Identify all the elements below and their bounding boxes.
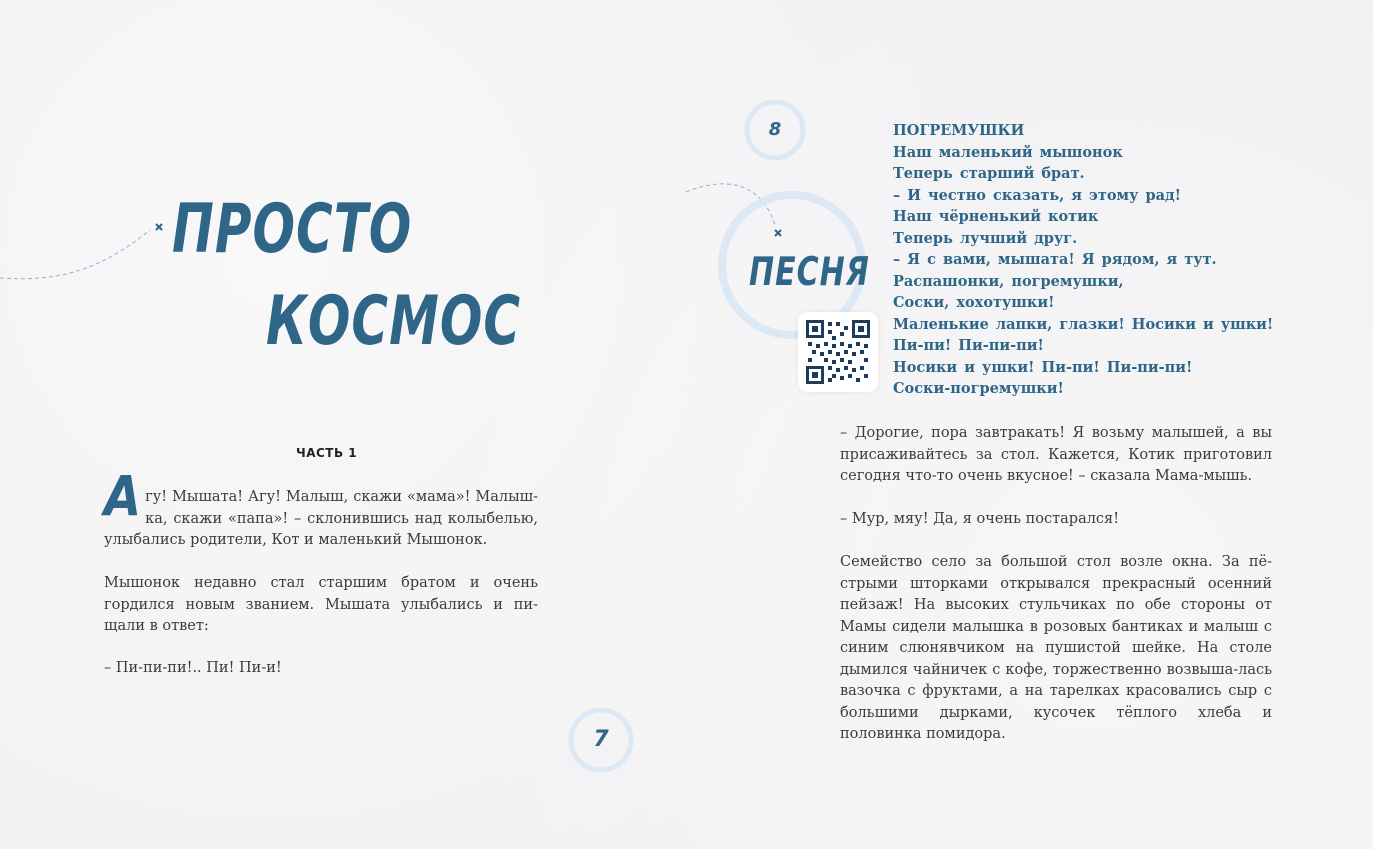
song-line: Теперь лучший друг. xyxy=(893,229,1078,247)
right-paragraph-1: – Дорогие, пора завтракать! Я возьму малышей, а вы присаживайтесь за стол. Кажется, Котик приготовил сегодня что-то очень вкусное! – сказала Мама-мышь. xyxy=(840,425,1272,484)
left-paragraph-1-text: гу! Мышата! Агу! Малыш, скажи «мама»! Малыш-ка, скажи «папа»! – склонившись над колыбелью, улыбались родители, Кот и маленький Мышонок. xyxy=(104,489,538,548)
song-line: Соски-погремушки! xyxy=(893,380,1064,397)
song-line: Наш маленький мышонок xyxy=(893,143,1123,161)
left-page-number-text: 7 xyxy=(593,727,609,752)
right-paragraph-3: Семейство село за большой стол возле окна. За пё-стрыми шторками открывался прекрасный осенний пейзаж! На высоких стульчиках по обе стороны от Мамы сидели малышка в розовых бантиках и малыш с синим слюнявчиком на пушистой шейке. На столе дымился чайничек с кофе, торжественно возвыша-лась вазочка с фруктами, а на тарелках красовались сыр с большими дырками, кусочек тёплого хлеба и половинка помидора. xyxy=(840,554,1272,742)
title-line-1: ПРОСТО xyxy=(172,190,413,269)
left-page xyxy=(0,0,686,849)
song-line: – И честно сказать, я этому рад! xyxy=(893,186,1182,204)
song-line: ПОГРЕМУШКИ xyxy=(893,122,1025,139)
left-paragraph-2: Мышонок недавно стал старшим братом и очень гордился новым званием. Мышата улыбались и пи-щали в ответ: xyxy=(104,575,538,634)
song-line: Пи-пи! Пи-пи-пи! xyxy=(893,337,1044,354)
dropcap: А xyxy=(104,464,142,530)
right-page-number-text: 8 xyxy=(768,119,782,140)
title-line-2: КОСМОС xyxy=(266,282,522,361)
song-line: Носики и ушки! Пи-пи! Пи-пи-пи! xyxy=(893,358,1193,376)
qr-code-icon[interactable] xyxy=(798,312,878,392)
qr-code-graphic xyxy=(806,320,870,384)
part-label: ЧАСТЬ 1 xyxy=(296,446,358,460)
left-paragraph-1 xyxy=(104,464,538,552)
song-label: ПЕСНЯ xyxy=(749,250,870,296)
song-lyrics xyxy=(893,120,1293,400)
left-page-number xyxy=(566,705,636,775)
song-line: Соски, хохотушки! xyxy=(893,294,1055,311)
song-line: Теперь старший брат. xyxy=(893,165,1085,182)
song-line: Распашонки, погремушки, xyxy=(893,272,1124,290)
right-page-number xyxy=(740,95,810,165)
song-line: Маленькие лапки, глазки! Носики и ушки! xyxy=(893,315,1274,333)
right-paragraph-2: – Мур, мяу! Да, я очень постарался! xyxy=(840,511,1120,527)
song-line: – Я с вами, мышата! Я рядом, я тут. xyxy=(893,251,1217,268)
song-line: Наш чёрненький котик xyxy=(893,208,1099,225)
left-paragraph-3: – Пи-пи-пи!.. Пи! Пи-и! xyxy=(104,660,282,676)
